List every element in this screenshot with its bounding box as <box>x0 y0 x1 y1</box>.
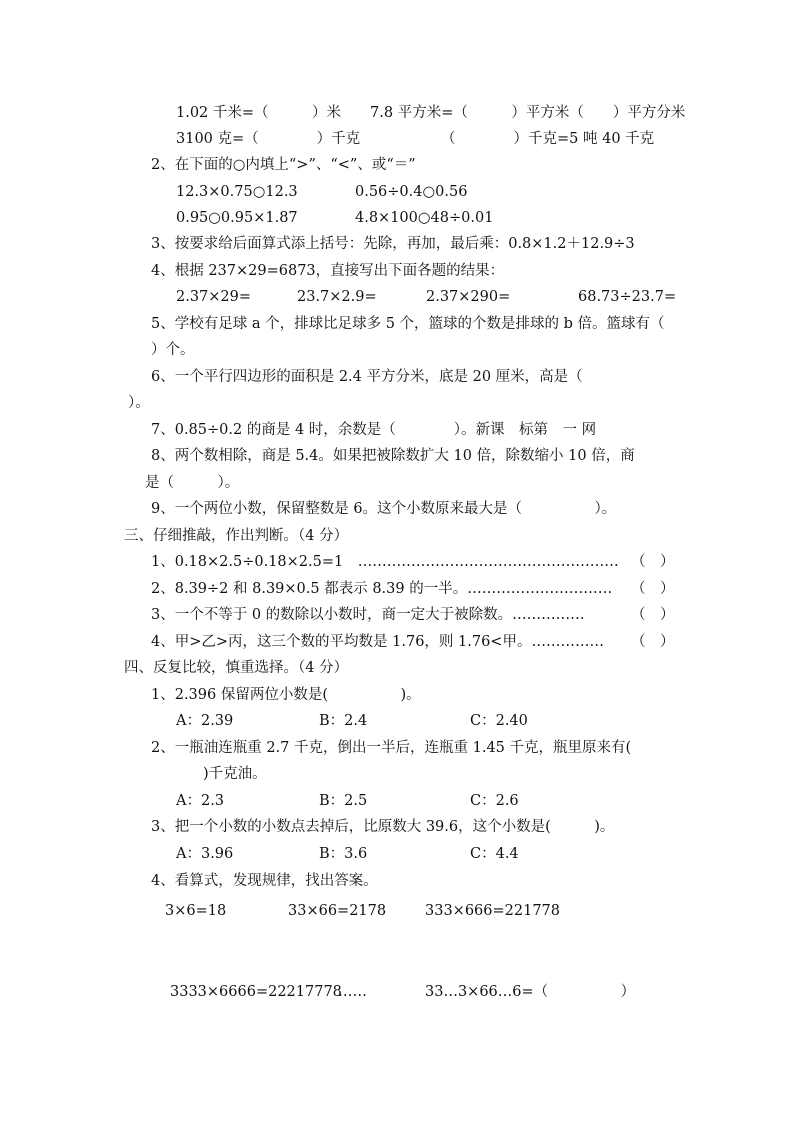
equation: 3333×6666=22217778 <box>170 984 342 1000</box>
text-line: ）。 <box>128 395 150 411</box>
equation: 33…3×66…6=（ ） <box>425 984 636 1000</box>
equation: 3×6=18 <box>165 903 227 919</box>
text-line: 1.02 千米=（ ）米 7.8 平方米=（ ）平方米（ ）平方分米 <box>176 105 686 121</box>
text-line: 5、学校有足球 a 个，排球比足球多 5 个，篮球的个数是排球的 b 倍。篮球有（ <box>151 316 665 332</box>
text-line: 1、2.396 保留两位小数是( )。 <box>151 687 421 703</box>
text-line: 0.95○0.95×1.87 <box>176 210 298 226</box>
text-line: 2、一瓶油连瓶重 2.7 千克，倒出一半后，连瓶重 1.45 千克，瓶里原来有( <box>151 740 632 756</box>
text-line: 0.56÷0.4○0.56 <box>355 184 468 200</box>
text-line: 7、0.85÷0.2 的商是 4 时，余数是（ ）。新课 标第 一 网 <box>151 422 597 438</box>
option-a: A：2.39 <box>176 713 234 729</box>
text-line: 4、根据 237×29=6873，直接写出下面各题的结果： <box>151 263 505 279</box>
text-line: )千克油。 <box>203 766 267 782</box>
section-heading: 三、仔细推敲，作出判断。（4 分） <box>124 528 349 544</box>
text-line: 9、一个两位小数，保留整数是 6。这个小数原来最大是（ ）。 <box>151 501 617 517</box>
text-line: 6、一个平行四边形的面积是 2.4 平方分米，底是 20 厘米，高是（ <box>151 369 583 385</box>
text-line: 3、一个不等于 0 的数除以小数时，商一定大于被除数。…………… <box>151 607 585 623</box>
text-line: 2.37×29= <box>176 289 252 305</box>
answer-bracket: （ ） <box>631 554 675 570</box>
text-line: ）个。 <box>151 342 195 358</box>
text-line: 12.3×0.75○12.3 <box>176 184 298 200</box>
text-line: 8、两个数相除，商是 5.4。如果把被除数扩大 10 倍，除数缩小 10 倍，商 <box>151 448 635 464</box>
answer-bracket: （ ） <box>631 607 675 623</box>
ellipsis: …… <box>338 984 367 1000</box>
answer-bracket: （ ） <box>631 634 675 650</box>
text-line: 4.8×100○48÷0.01 <box>355 210 494 226</box>
text-line: 4、看算式，发现规律，找出答案。 <box>151 873 378 889</box>
option-b: B：3.6 <box>319 846 368 862</box>
option-c: C：2.6 <box>470 793 519 809</box>
option-a: A：2.3 <box>176 793 225 809</box>
option-c: C：4.4 <box>470 846 519 862</box>
text-line: 是（ ）。 <box>145 475 240 491</box>
equation: 333×666=221778 <box>425 903 561 919</box>
text-line: 3、把一个小数的小数点去掉后，比原数大 39.6，这个小数是( )。 <box>151 819 615 835</box>
equation: 33×66=2178 <box>288 903 387 919</box>
text-line: 3、按要求给后面算式添上括号：先除，再加，最后乘：0.8×1.2＋12.9÷3 <box>151 236 635 252</box>
text-line: 68.73÷23.7= <box>578 289 677 305</box>
answer-bracket: （ ） <box>631 581 675 597</box>
option-b: B：2.5 <box>319 793 368 809</box>
text-line: 2、8.39÷2 和 8.39×0.5 都表示 8.39 的一半。………………………… <box>151 581 613 597</box>
text-line: 2.37×290= <box>426 289 511 305</box>
option-b: B：2.4 <box>319 713 368 729</box>
text-line: 4、甲>乙>丙，这三个数的平均数是 1.76，则 1.76<甲。…………… <box>151 634 604 650</box>
option-a: A：3.96 <box>176 846 234 862</box>
text-line: 1、0.18×2.5÷0.18×2.5=1 ……………………………………………… <box>151 554 619 570</box>
section-heading: 四、反复比较，慎重选择。（4 分） <box>124 660 349 676</box>
text-line: 3100 克=（ ）千克 <box>176 131 361 147</box>
text-line: （ ）千克=5 吨 40 千克 <box>441 131 655 147</box>
text-line: 23.7×2.9= <box>297 289 377 305</box>
option-c: C：2.40 <box>470 713 528 729</box>
text-line: 2、在下面的○内填上“>”、“<”、或“＝” <box>151 157 416 173</box>
